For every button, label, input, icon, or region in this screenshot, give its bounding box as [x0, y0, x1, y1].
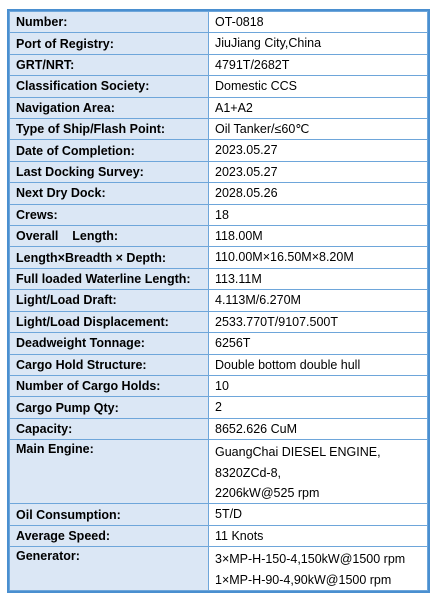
spec-value: [209, 12, 428, 33]
spec-value-line: 2: [215, 400, 222, 415]
spec-label: GRT/NRT:: [10, 54, 209, 75]
spec-value: [209, 97, 428, 118]
spec-value: [209, 547, 428, 591]
spec-value: [209, 333, 428, 354]
spec-label: Date of Completion:: [10, 140, 209, 161]
spec-table-body: [10, 12, 428, 591]
spec-value-line: GuangChai DIESEL ENGINE,: [215, 445, 381, 460]
spec-value-line: 4791T/2682T: [215, 57, 290, 72]
spec-value: [209, 504, 428, 525]
spec-value: [209, 525, 428, 546]
spec-value-line: 18: [215, 207, 229, 222]
spec-row: [10, 504, 428, 525]
spec-row: [10, 397, 428, 418]
spec-row: [10, 311, 428, 332]
spec-label: Average Speed:: [10, 525, 209, 546]
spec-row: [10, 547, 428, 591]
spec-row: [10, 140, 428, 161]
spec-value: [209, 204, 428, 225]
spec-value-line: 10: [215, 378, 229, 393]
spec-value-line: 2206kW@525 rpm: [215, 485, 320, 500]
spec-row: [10, 12, 428, 33]
spec-label: Port of Registry:: [10, 33, 209, 54]
spec-label: Capacity:: [10, 418, 209, 439]
spec-value-line: 2533.770T/9107.500T: [215, 314, 339, 329]
spec-value-line: 2023.05.27: [215, 164, 278, 179]
spec-value: [209, 33, 428, 54]
spec-value-line: 2028.05.26: [215, 186, 278, 201]
spec-row: [10, 33, 428, 54]
spec-row: [10, 226, 428, 247]
spec-label: Length×Breadth × Depth:: [10, 247, 209, 268]
spec-row: [10, 440, 428, 504]
ship-spec-sheet: [7, 9, 430, 593]
spec-value: [209, 311, 428, 332]
spec-value-line: 118.00M: [215, 229, 263, 244]
spec-row: [10, 354, 428, 375]
spec-label: Number:: [10, 12, 209, 33]
spec-label: Oil Consumption:: [10, 504, 209, 525]
spec-row: [10, 268, 428, 289]
spec-row: [10, 204, 428, 225]
spec-label: Light/Load Displacement:: [10, 311, 209, 332]
spec-value-line: 3×MP-H-150-4,150kW@1500 rpm: [215, 552, 406, 567]
spec-row: [10, 183, 428, 204]
spec-value-line: 2023.05.27: [215, 143, 278, 158]
spec-row: [10, 525, 428, 546]
spec-label: Crews:: [10, 204, 209, 225]
spec-label: Type of Ship/Flash Point:: [10, 119, 209, 140]
spec-label: Light/Load Draft:: [10, 290, 209, 311]
spec-value: [209, 54, 428, 75]
spec-value-line: Oil Tanker/≤60℃: [215, 122, 310, 137]
spec-value: [209, 354, 428, 375]
spec-label: Generator:: [10, 547, 209, 591]
spec-value: [209, 76, 428, 97]
spec-label: Navigation Area:: [10, 97, 209, 118]
spec-value-line: 11 Knots: [215, 528, 264, 543]
spec-value: [209, 226, 428, 247]
spec-label: Number of Cargo Holds:: [10, 375, 209, 396]
spec-value-line: 5T/D: [215, 507, 243, 522]
spec-label: Overall Length:: [10, 226, 209, 247]
spec-value-line: 6256T: [215, 336, 251, 351]
spec-value-line: Double bottom double hull: [215, 357, 361, 372]
spec-label: Deadweight Tonnage:: [10, 333, 209, 354]
spec-value: [209, 440, 428, 504]
spec-value: [209, 119, 428, 140]
spec-row: [10, 97, 428, 118]
spec-label: Next Dry Dock:: [10, 183, 209, 204]
spec-value-line: 113.11M: [215, 271, 262, 286]
spec-value: [209, 247, 428, 268]
spec-value-line: A1+A2: [215, 100, 253, 115]
spec-label: Last Docking Survey:: [10, 161, 209, 182]
spec-row: [10, 119, 428, 140]
spec-value-line: 110.00M×16.50M×8.20M: [215, 250, 354, 265]
spec-value-line: OT-0818: [215, 15, 264, 29]
spec-value: [209, 290, 428, 311]
spec-row: [10, 333, 428, 354]
spec-row: [10, 54, 428, 75]
spec-value: [209, 140, 428, 161]
spec-value: [209, 161, 428, 182]
spec-row: [10, 375, 428, 396]
spec-label: Classification Society:: [10, 76, 209, 97]
spec-label: Cargo Pump Qty:: [10, 397, 209, 418]
spec-value-line: JiuJiang City,China: [215, 36, 322, 51]
spec-value: [209, 397, 428, 418]
spec-value-line: 8320ZCd-8,: [215, 465, 282, 480]
spec-value: [209, 183, 428, 204]
spec-label: Main Engine:: [10, 440, 209, 504]
spec-value-line: 8652.626 CuM: [215, 421, 298, 436]
spec-row: [10, 247, 428, 268]
spec-value-line: Domestic CCS: [215, 79, 297, 94]
spec-row: [10, 418, 428, 439]
spec-value-line: 1×MP-H-90-4,90kW@1500 rpm: [215, 572, 392, 587]
spec-label: Full loaded Waterline Length:: [10, 268, 209, 289]
spec-value-line: 4.113M/6.270M: [215, 293, 301, 308]
spec-row: [10, 161, 428, 182]
ship-spec-table: [9, 11, 428, 591]
spec-value: [209, 375, 428, 396]
spec-value: [209, 268, 428, 289]
spec-row: [10, 76, 428, 97]
spec-value: [209, 418, 428, 439]
spec-label: Cargo Hold Structure:: [10, 354, 209, 375]
spec-row: [10, 290, 428, 311]
